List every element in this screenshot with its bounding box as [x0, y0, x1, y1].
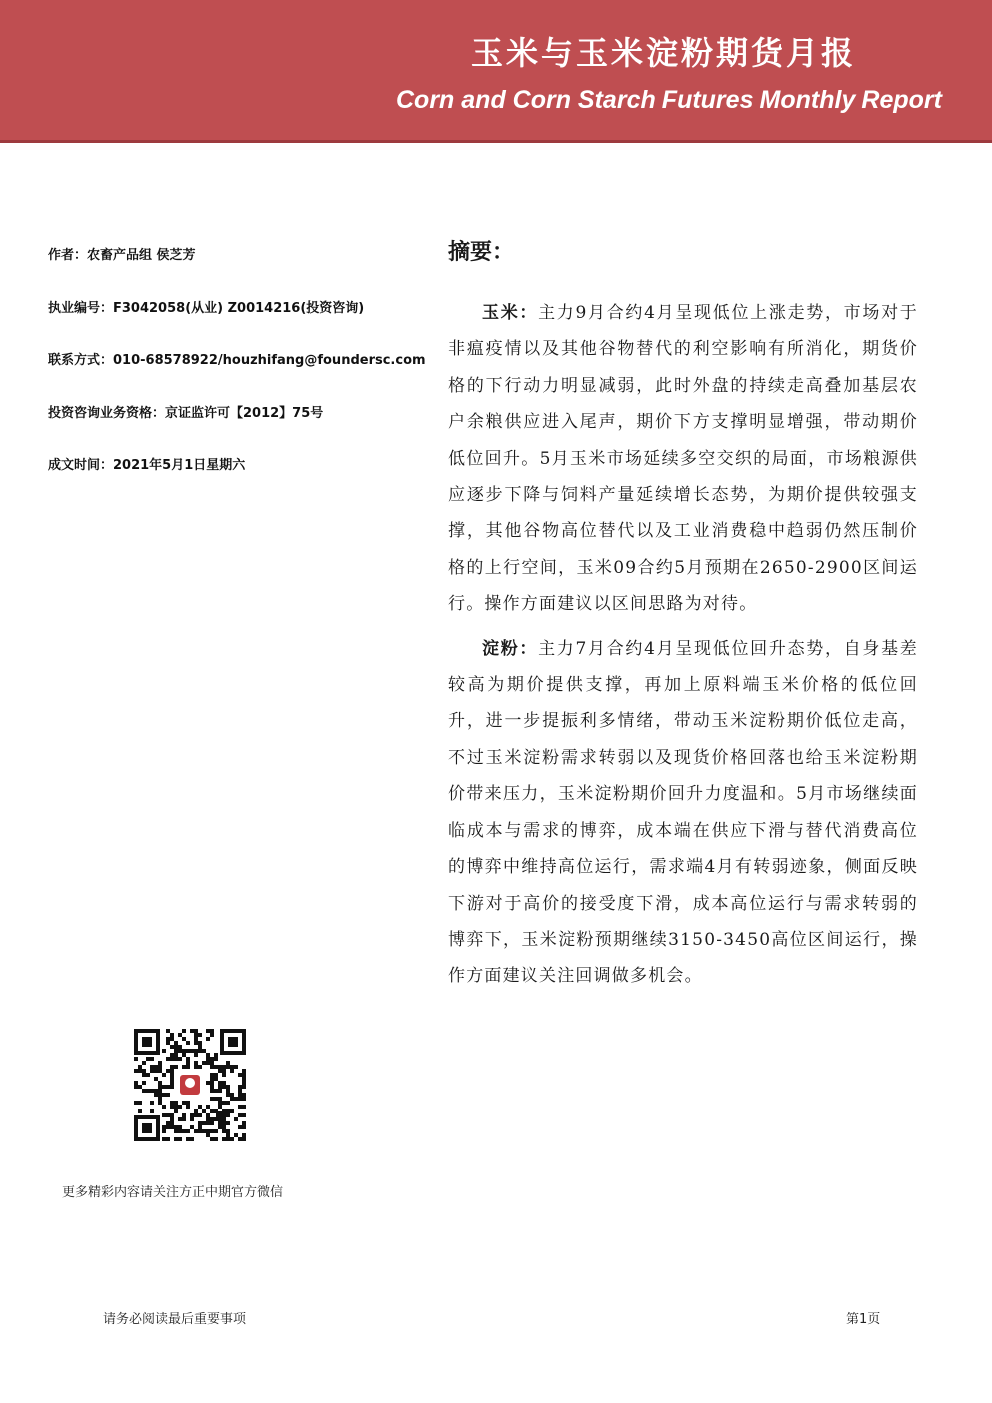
summary-heading: 摘要： — [448, 239, 515, 265]
author-line: 作者：农畜产品组 侯芝芳 — [48, 248, 196, 263]
report-title-english — [396, 86, 942, 115]
corn-paragraph — [448, 295, 918, 623]
title-en-word: Futures — [661, 86, 754, 114]
wechat-qr-code — [134, 1029, 246, 1141]
license-number-line: 执业编号：F3042058(从业) Z0014216(投资咨询) — [48, 300, 365, 316]
author-info — [48, 244, 428, 507]
qr-code-image — [134, 1029, 246, 1141]
qr-caption: 更多精彩内容请关注方正中期官方微信 — [62, 1185, 284, 1200]
corn-text: 主力9月合约4月呈现低位上涨走势，市场对于非瘟疫情以及其他谷物替代的利空影响有所消化，期货价格的下行动力明显减弱，此时外盘的持续走高叠加基层农户余粮供应进入尾声，期价下方支撑明显增强，带动期价低位回升。5月玉米市场延续多空交织的局面，市场粮源供应逐步下降与饲料产量延续增长态势，为期价提供较强支撑，其他谷物高位替代以及工业消费稳中趋弱仍然压制价格的上行空间，玉米09合约5月预期在2650-2900区间运行。操作方面建议以区间思路为对待。 — [448, 303, 918, 615]
report-header — [0, 0, 992, 143]
title-en-word: Report — [861, 86, 942, 114]
report-title-chinese: 玉米与玉米淀粉期货月报 — [470, 34, 856, 72]
summary-body — [448, 295, 918, 1003]
contact-line: 联系方式：010-68578922/houzhifang@foundersc.com — [48, 353, 426, 368]
starch-paragraph — [448, 631, 918, 995]
date-line: 成文时间：2021年5月1日星期六 — [48, 458, 246, 473]
corn-label: 玉米： — [482, 303, 539, 323]
starch-label: 淀粉： — [482, 638, 539, 659]
footer-disclaimer: 请务必阅读最后重要事项 — [103, 1312, 247, 1327]
qualification-line: 投资咨询业务资格：京证监许可【2012】75号 — [48, 405, 324, 421]
title-en-word: Monthly — [759, 86, 856, 114]
page-number: 第1页 — [846, 1312, 881, 1327]
title-en-word: Corn and Corn Starch — [396, 86, 656, 114]
starch-text: 主力7月合约4月呈现低位回升态势，自身基差较高为期价提供支撑，再加上原料端玉米价格的低位回升，进一步提振利多情绪，带动玉米淀粉期价低位走高，不过玉米淀粉需求转弱以及现货价格回落也给玉米淀粉期价带来压力，玉米淀粉期价回升力度温和。5月市场继续面临成本与需求的博弈，成本端在供应下滑与替代消费高位的博弈中维持高位运行，需求端4月有转弱迹象，侧面反映下游对于高价的接受度下滑，成本高位运行与需求转弱的博弈下，玉米淀粉预期继续3150-3450高位区间运行，操作方面建议关注回调做多机会。 — [448, 638, 918, 987]
